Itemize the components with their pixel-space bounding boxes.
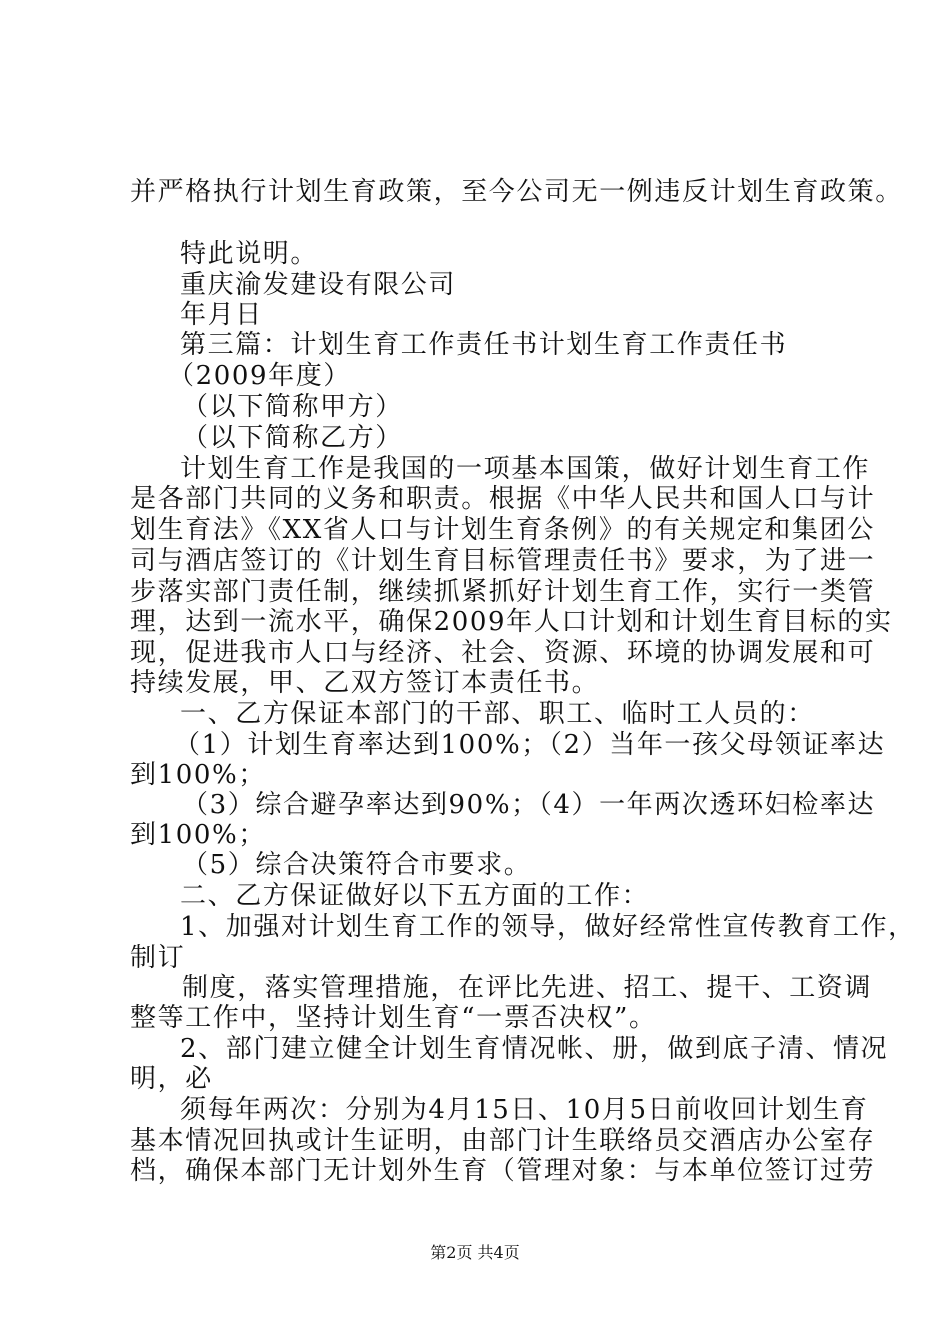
paragraph-line: 整等工作中，坚持计划生育“一票否决权”。 <box>130 1003 657 1033</box>
paragraph-line: 须每年两次：分别为4月15日、10月5日前收回计划生育 <box>180 1095 869 1125</box>
paragraph-line: 档，确保本部门无计划外生育（管理对象：与本单位签订过劳 <box>130 1156 876 1186</box>
section-title: 第三篇：计划生育工作责任书计划生育工作责任书 <box>180 330 788 360</box>
paragraph-line: （5）综合决策符合市要求。 <box>182 850 532 880</box>
paragraph-line: （2009年度） <box>168 361 351 391</box>
paragraph-line: 2、部门建立健全计划生育情况帐、册，做到底子清、情况 <box>180 1034 889 1064</box>
paragraph-line: 基本情况回执或计生证明，由部门计生联络员交酒店办公室存 <box>130 1126 876 1156</box>
paragraph-line: 划生育法》《XX省人口与计划生育条例》的有关规定和集团公 <box>130 515 875 545</box>
paragraph-line: （1）计划生育率达到100%；（2）当年一孩父母领证率达 <box>174 730 886 760</box>
paragraph-line: 明，必 <box>130 1064 213 1094</box>
paragraph-line: 到100%； <box>130 820 266 850</box>
paragraph-line: 持续发展，甲、乙双方签订本责任书。 <box>130 668 600 698</box>
company-name: 重庆渝发建设有限公司 <box>180 270 457 300</box>
paragraph-line: 理，达到一流水平，确保2009年人口计划和计划生育目标的实 <box>130 607 893 637</box>
paragraph-line: 是各部门共同的义务和职责。根据《中华人民共和国人口与计 <box>130 484 876 514</box>
paragraph-line: 现，促进我市人口与经济、社会、资源、环境的协调发展和可 <box>130 638 876 668</box>
paragraph-line: 到100%； <box>130 760 266 790</box>
paragraph-line: 并严格执行计划生育政策，至今公司无一例违反计划生育政策。 <box>130 177 903 207</box>
page-number-footer: 第2页 共4页 <box>430 1243 520 1262</box>
paragraph-line: 步落实部门责任制，继续抓紧抓好计划生育工作，实行一类管 <box>130 577 876 607</box>
paragraph-line: （3）综合避孕率达到90%；（4）一年两次透环妇检率达 <box>182 790 876 820</box>
paragraph-line: 制订 <box>130 943 186 973</box>
paragraph-line: （以下简称甲方） <box>182 392 403 422</box>
paragraph-line: 计划生育工作是我国的一项基本国策，做好计划生育工作 <box>180 454 871 484</box>
paragraph-line: 制度，落实管理措施，在评比先进、招工、提干、工资调 <box>182 973 873 1003</box>
paragraph-line: 特此说明。 <box>180 239 319 269</box>
paragraph-line: 1、加强对计划生育工作的领导，做好经常性宣传教育工作， <box>180 912 916 942</box>
paragraph-line: （以下简称乙方） <box>182 423 403 453</box>
date-line: 年月日 <box>180 300 263 330</box>
paragraph-line: 二、乙方保证做好以下五方面的工作： <box>180 881 650 911</box>
paragraph-line: 一、乙方保证本部门的干部、职工、临时工人员的： <box>180 699 815 729</box>
paragraph-line: 司与酒店签订的《计划生育目标管理责任书》要求，为了进一 <box>130 546 876 576</box>
